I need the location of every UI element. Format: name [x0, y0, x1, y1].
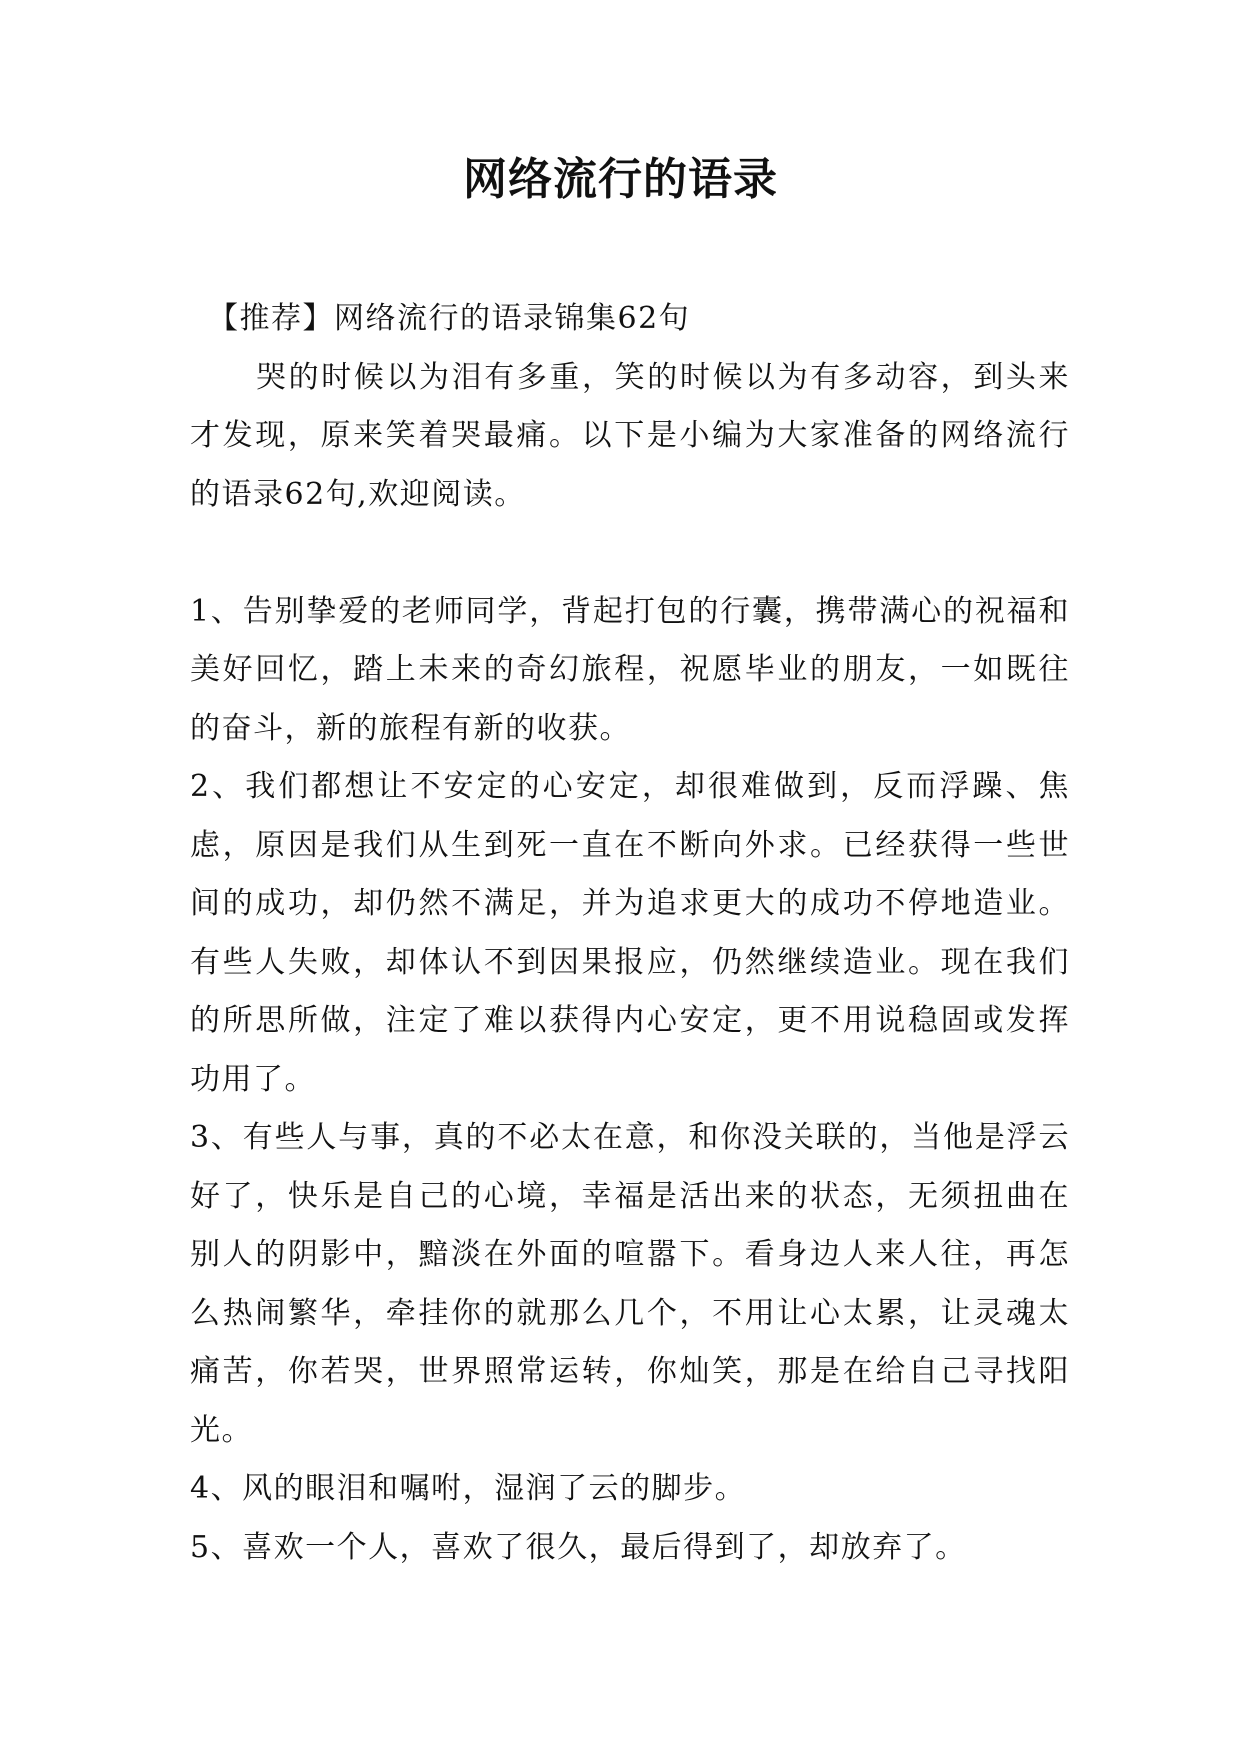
list-item: 1、告别挚爱的老师同学，背起打包的行囊，携带满心的祝福和美好回忆，踏上未来的奇幻旅程，祝愿毕业的朋友，一如既往的奋斗，新的旅程有新的收获。	[190, 593, 1070, 746]
paragraph-spacer	[190, 524, 1070, 583]
list-item: 2、我们都想让不安定的心安定，却很难做到，反而浮躁、焦虑，原因是我们从生到死一直在不断向外求。已经获得一些世间的成功，却仍然不满足，并为追求更大的成功不停地造业。有些人失败，却体认不到因果报应，仍然继续造业。现在我们的所思所做，注定了难以获得内心安定，更不用说稳固或发挥功用了。	[190, 769, 1070, 1097]
document-body	[190, 290, 1070, 1577]
document-subtitle: 【推荐】网络流行的语录锦集62句	[208, 301, 691, 336]
list-item: 3、有些人与事，真的不必太在意，和你没关联的，当他是浮云好了，快乐是自己的心境，幸福是活出来的状态，无须扭曲在别人的阴影中，黯淡在外面的喧嚣下。看身边人来人往，再怎么热闹繁华，牵挂你的就那么几个，不用让心太累，让灵魂太痛苦，你若哭，世界照常运转，你灿笑，那是在给自己寻找阳光。	[190, 1120, 1070, 1448]
list-item: 5、喜欢一个人，喜欢了很久，最后得到了，却放弃了。	[190, 1529, 967, 1565]
document-title: 网络流行的语录	[463, 154, 778, 205]
list-item: 4、风的眼泪和嘱咐，湿润了云的脚步。	[190, 1471, 747, 1506]
intro-paragraph: 哭的时候以为泪有多重，笑的时候以为有多动容，到头来才发现，原来笑着哭最痛。以下是小编为大家准备的网络流行的语录62句,欢迎阅读。	[190, 359, 1070, 512]
